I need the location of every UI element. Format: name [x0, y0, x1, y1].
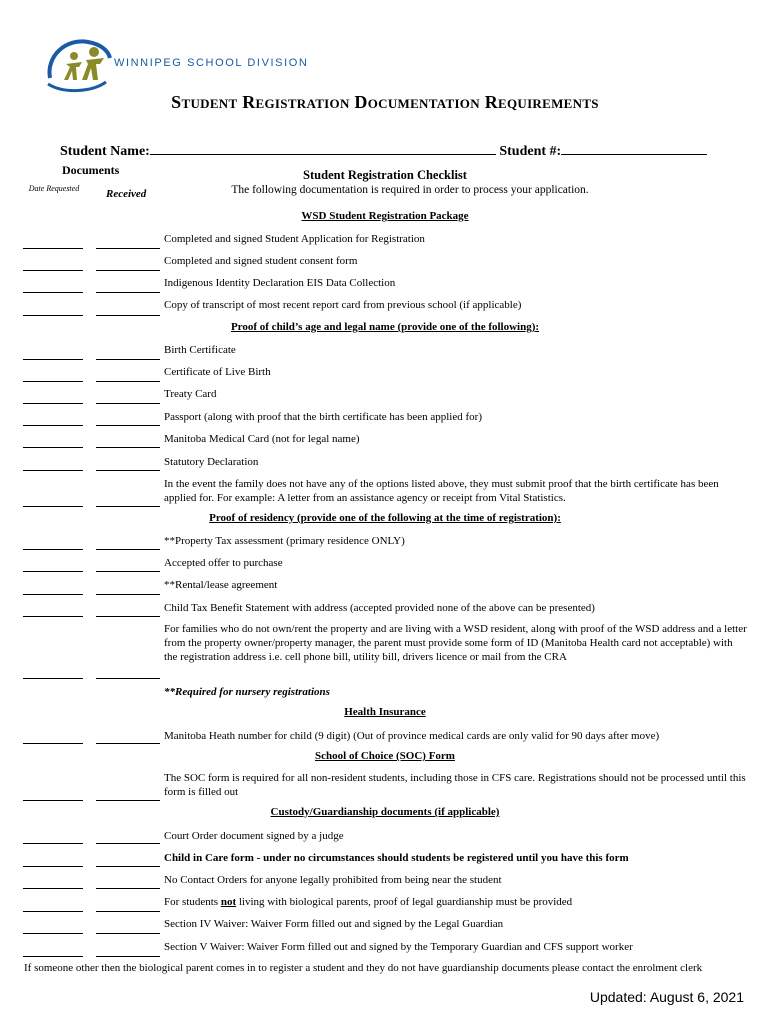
checklist-title: Student Registration Checklist — [303, 168, 467, 182]
received-line[interactable] — [96, 425, 160, 426]
student-number-field[interactable] — [561, 140, 707, 155]
date-requested-column-label: Date Requested — [28, 184, 80, 193]
date-requested-line[interactable] — [23, 888, 83, 889]
section-heading-health: Health Insurance — [344, 706, 426, 718]
received-line[interactable] — [96, 381, 160, 382]
documents-column-label: Documents — [62, 163, 120, 177]
student-info-row — [60, 140, 707, 160]
list-item: Certificate of Live Birth — [164, 366, 271, 378]
received-column-label: Received — [106, 188, 147, 200]
date-requested-line[interactable] — [23, 248, 83, 249]
date-requested-line[interactable] — [23, 381, 83, 382]
date-requested-line[interactable] — [23, 594, 83, 595]
date-requested-line[interactable] — [23, 403, 83, 404]
list-item: Passport (along with proof that the birth certificate has been applied for) — [164, 411, 482, 423]
date-requested-line[interactable] — [23, 506, 83, 507]
wsd-logo-icon — [44, 34, 116, 94]
list-item: Manitoba Heath number for child (9 digit) (Out of province medical cards are only valid for 90 days after move) — [164, 730, 660, 742]
received-line[interactable] — [96, 888, 160, 889]
received-line[interactable] — [96, 843, 160, 844]
received-line[interactable] — [96, 403, 160, 404]
date-requested-line[interactable] — [23, 843, 83, 844]
student-number-label: Student #: — [499, 144, 562, 159]
date-requested-line[interactable] — [23, 315, 83, 316]
list-item: Child Tax Benefit Statement with address (accepted provided none of the above can be presented) — [164, 602, 595, 614]
date-requested-line[interactable] — [23, 956, 83, 957]
received-line[interactable] — [96, 470, 160, 471]
footer-note: If someone other then the biological parent comes in to register a student and they do not have guardianship documents please contact the enrolment clerk — [24, 962, 703, 974]
received-line[interactable] — [96, 678, 160, 679]
list-item: Treaty Card — [164, 388, 217, 400]
received-line[interactable] — [96, 616, 160, 617]
list-item: No Contact Orders for anyone legally prohibited from being near the student — [164, 874, 502, 886]
date-requested-line[interactable] — [23, 911, 83, 912]
student-name-field[interactable] — [150, 140, 496, 155]
date-requested-line[interactable] — [23, 616, 83, 617]
section-heading-wsd-package: WSD Student Registration Package — [301, 210, 469, 222]
list-item: Court Order document signed by a judge — [164, 830, 344, 842]
list-item: Birth Certificate — [164, 344, 236, 356]
date-requested-line[interactable] — [23, 866, 83, 867]
list-item: Accepted offer to purchase — [164, 557, 283, 569]
list-item: The SOC form is required for all non-resident students, including those in CFS care. Registrations should not be processed until this form is filled out — [164, 772, 746, 798]
list-item: Manitoba Medical Card (not for legal name) — [164, 433, 360, 445]
list-item — [164, 895, 748, 909]
date-requested-line[interactable] — [23, 743, 83, 744]
received-line[interactable] — [96, 594, 160, 595]
student-name-label: Student Name: — [60, 144, 150, 159]
page-title: Student Registration Documentation Requirements — [171, 92, 599, 112]
date-requested-line[interactable] — [23, 425, 83, 426]
date-requested-line[interactable] — [23, 549, 83, 550]
list-item: Statutory Declaration — [164, 456, 259, 468]
list-item: Copy of transcript of most recent report card from previous school (if applicable) — [164, 299, 522, 311]
date-requested-line[interactable] — [23, 470, 83, 471]
received-line[interactable] — [96, 248, 160, 249]
received-line[interactable] — [96, 447, 160, 448]
date-requested-line[interactable] — [23, 800, 83, 801]
list-item: **Property Tax assessment (primary residence ONLY) — [164, 535, 405, 547]
list-item: Section V Waiver: Waiver Form filled out and signed by the Temporary Guardian and CFS support worker — [164, 941, 633, 953]
received-line[interactable] — [96, 956, 160, 957]
section-heading-soc: School of Choice (SOC) Form — [315, 750, 455, 762]
date-requested-line[interactable] — [23, 571, 83, 572]
list-item: **Rental/lease agreement — [164, 579, 278, 591]
parents-item-before: For students — [164, 896, 221, 908]
list-item: Child in Care form - under no circumstances should students be registered until you have this form — [164, 852, 629, 864]
list-item: Completed and signed Student Application for Registration — [164, 233, 425, 245]
list-item: In the event the family does not have any of the options listed above, they must submit proof that the birth certificate has been applied for. For example: A letter from an assistance agency or receipt from Vital Statistics. — [164, 478, 719, 504]
section-heading-proof-residency: Proof of residency (provide one of the following at the time of registration): — [209, 512, 561, 524]
received-line[interactable] — [96, 866, 160, 867]
checklist-subtitle: The following documentation is required in order to process your application. — [231, 184, 589, 196]
parents-item-emphasis: not — [220, 896, 237, 908]
received-line[interactable] — [96, 571, 160, 572]
list-item: For families who do not own/rent the property and are living with a WSD resident, along with proof of the WSD address and a letter from the property owner/property manager, the parent must provide some form of ID (Manitoba Health card not acceptable) with the registration address i.e. cell phone bill, utility bill, drivers licence or mail from the CRA — [164, 623, 747, 663]
received-line[interactable] — [96, 800, 160, 801]
date-requested-line[interactable] — [23, 270, 83, 271]
list-item: Indigenous Identity Declaration EIS Data Collection — [164, 277, 396, 289]
date-requested-line[interactable] — [23, 292, 83, 293]
received-line[interactable] — [96, 743, 160, 744]
received-line[interactable] — [96, 911, 160, 912]
list-item: Completed and signed student consent form — [164, 255, 358, 267]
received-line[interactable] — [96, 933, 160, 934]
received-line[interactable] — [96, 549, 160, 550]
received-line[interactable] — [96, 506, 160, 507]
section-heading-custody: Custody/Guardianship documents (if applicable) — [270, 806, 500, 818]
list-item: Section IV Waiver: Waiver Form filled out and signed by the Legal Guardian — [164, 918, 504, 930]
section-heading-proof-age: Proof of child’s age and legal name (provide one of the following): — [230, 321, 540, 333]
date-requested-line[interactable] — [23, 447, 83, 448]
received-line[interactable] — [96, 292, 160, 293]
nursery-note: **Required for nursery registrations — [164, 686, 330, 698]
date-requested-line[interactable] — [23, 678, 83, 679]
date-requested-line[interactable] — [23, 933, 83, 934]
received-line[interactable] — [96, 270, 160, 271]
date-requested-line[interactable] — [23, 359, 83, 360]
received-line[interactable] — [96, 359, 160, 360]
organization-name: WINNIPEG SCHOOL DIVISION — [114, 57, 309, 69]
received-line[interactable] — [96, 315, 160, 316]
parents-item-after: living with biological parents, proof of legal guardianship must be provided — [236, 896, 573, 908]
updated-date: Updated: August 6, 2021 — [589, 989, 744, 1005]
